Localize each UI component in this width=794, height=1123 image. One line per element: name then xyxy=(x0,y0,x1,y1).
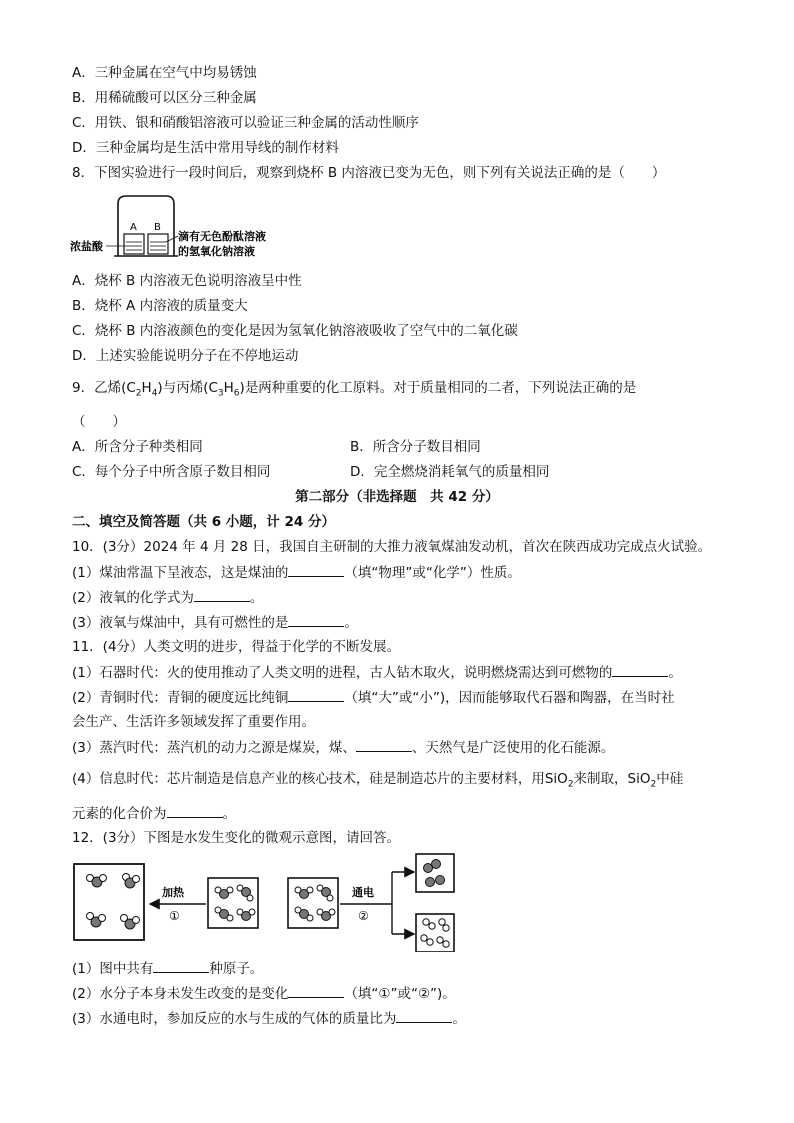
q12-part3: (3）水通电时，参加反应的水与生成的气体的质量比为 。 xyxy=(72,1008,466,1029)
answer-blank[interactable] xyxy=(167,803,223,818)
q11-part3: (3）蒸汽时代：蒸汽机的动力之源是煤炭，煤、 、天然气是广泛使用的化石能源。 xyxy=(72,737,614,758)
answer-blank[interactable] xyxy=(396,1008,452,1023)
q11-part4-cont: 元素的化合价为 。 xyxy=(72,803,236,824)
q10-part2: (2）液氧的化学式为 。 xyxy=(72,587,263,608)
answer-blank[interactable] xyxy=(194,587,250,602)
answer-blank[interactable] xyxy=(612,662,668,677)
water-change-diagram xyxy=(70,852,470,952)
section2-title: 二、填空及简答题（共 6 小题，计 24 分） xyxy=(72,514,335,530)
phenolphthalein-label-1: 滴有无色酚酞溶液 xyxy=(178,230,266,243)
answer-blank[interactable] xyxy=(288,687,344,702)
q12-part1: (1）图中共有 种原子。 xyxy=(72,958,263,979)
q11-part2-cont: 会生产、生活许多领域发挥了重要作用。 xyxy=(72,714,315,730)
answer-blank[interactable] xyxy=(288,983,344,998)
q8-option-b: B．烧杯 A 内溶液的质量变大 xyxy=(72,298,248,314)
answer-blank[interactable] xyxy=(153,958,209,973)
q7-option-d: D．三种金属均是生活中常用导线的制作材料 xyxy=(72,140,339,156)
q9-answer-paren: （ ） xyxy=(72,414,126,430)
q10-part3: (3）液氧与煤油中，具有可燃性的是 。 xyxy=(72,612,358,633)
electrify-label: 通电 xyxy=(352,886,374,899)
beaker-b-label: B xyxy=(154,222,161,233)
q9-option-b: B．所含分子数目相同 xyxy=(350,439,481,455)
q9-stem: 9．乙烯$(C_2H_4)$与丙烯$(C_3H_6)$是两种重要的化工原料。对于质量相同的二者，下列说法正确的是 xyxy=(72,380,637,399)
q8-beaker-figure xyxy=(70,192,290,262)
q12-stem: 12．(3分）下图是水发生变化的微观示意图，请回答。 xyxy=(72,830,401,846)
q9-option-a: A．所含分子种类相同 xyxy=(72,439,203,455)
q11-part2: (2）青铜时代：青铜的硬度远比纯铜 （填“大”或“小”)，因而能够取代石器和陶器，在当时社 xyxy=(72,687,675,708)
q7-option-a: A．三种金属在空气中均易锈蚀 xyxy=(72,65,257,81)
q9-option-c: C．每个分子中所含原子数目相同 xyxy=(72,464,271,480)
q9-option-d: D．完全燃烧消耗氧气的质量相同 xyxy=(350,464,550,480)
heat-label: 加热 xyxy=(162,886,184,899)
q12-part2: (2）水分子本身未发生改变的是变化 （填“①”或“②”)。 xyxy=(72,983,456,1004)
answer-blank[interactable] xyxy=(356,737,412,752)
beaker-a-label: A xyxy=(130,222,137,233)
answer-blank[interactable] xyxy=(288,562,344,577)
q8-stem: 8．下图实验进行一段时间后，观察到烧杯 B 内溶液已变为无色，则下列有关说法正确的是（ ） xyxy=(72,165,666,181)
concentrated-hcl-label: 浓盐酸 xyxy=(70,240,103,253)
phenolphthalein-label-2: 的氢氧化钠溶液 xyxy=(178,245,255,258)
q8-option-d: D．上述实验能说明分子在不停地运动 xyxy=(72,348,299,364)
q8-option-c: C．烧杯 B 内溶液颜色的变化是因为氢氧化钠溶液吸收了空气中的二氧化碳 xyxy=(72,323,518,339)
q11-part4: (4）信息时代：芯片制造是信息产业的核心技术，硅是制造芯片的主要材料，用SiO$_2$来制取，SiO$_2$中硅 xyxy=(72,771,684,790)
q10-part1: (1）煤油常温下呈液态，这是煤油的 （填“物理”或“化学”）性质。 xyxy=(72,562,521,583)
q7-option-b: B．用稀硫酸可以区分三种金属 xyxy=(72,90,257,106)
step2-label: ② xyxy=(358,909,369,923)
step1-label: ① xyxy=(169,909,180,923)
q7-option-c: C．用铁、银和硝酸铝溶液可以验证三种金属的活动性顺序 xyxy=(72,115,419,131)
part2-title: 第二部分（非选择题 共 42 分） xyxy=(295,489,499,505)
q8-option-a: A．烧杯 B 内溶液无色说明溶液呈中性 xyxy=(72,273,302,289)
q11-part1: (1）石器时代：火的使用推动了人类文明的进程，古人钻木取火，说明燃烧需达到可燃物的 。 xyxy=(72,662,682,683)
answer-blank[interactable] xyxy=(288,612,344,627)
q11-stem: 11．(4分）人类文明的进步，得益于化学的不断发展。 xyxy=(72,639,401,655)
q10-stem: 10．(3分）2024 年 4 月 28 日，我国自主研制的大推力液氧煤油发动机，首次在陕西成功完成点火试验。 xyxy=(72,539,712,555)
